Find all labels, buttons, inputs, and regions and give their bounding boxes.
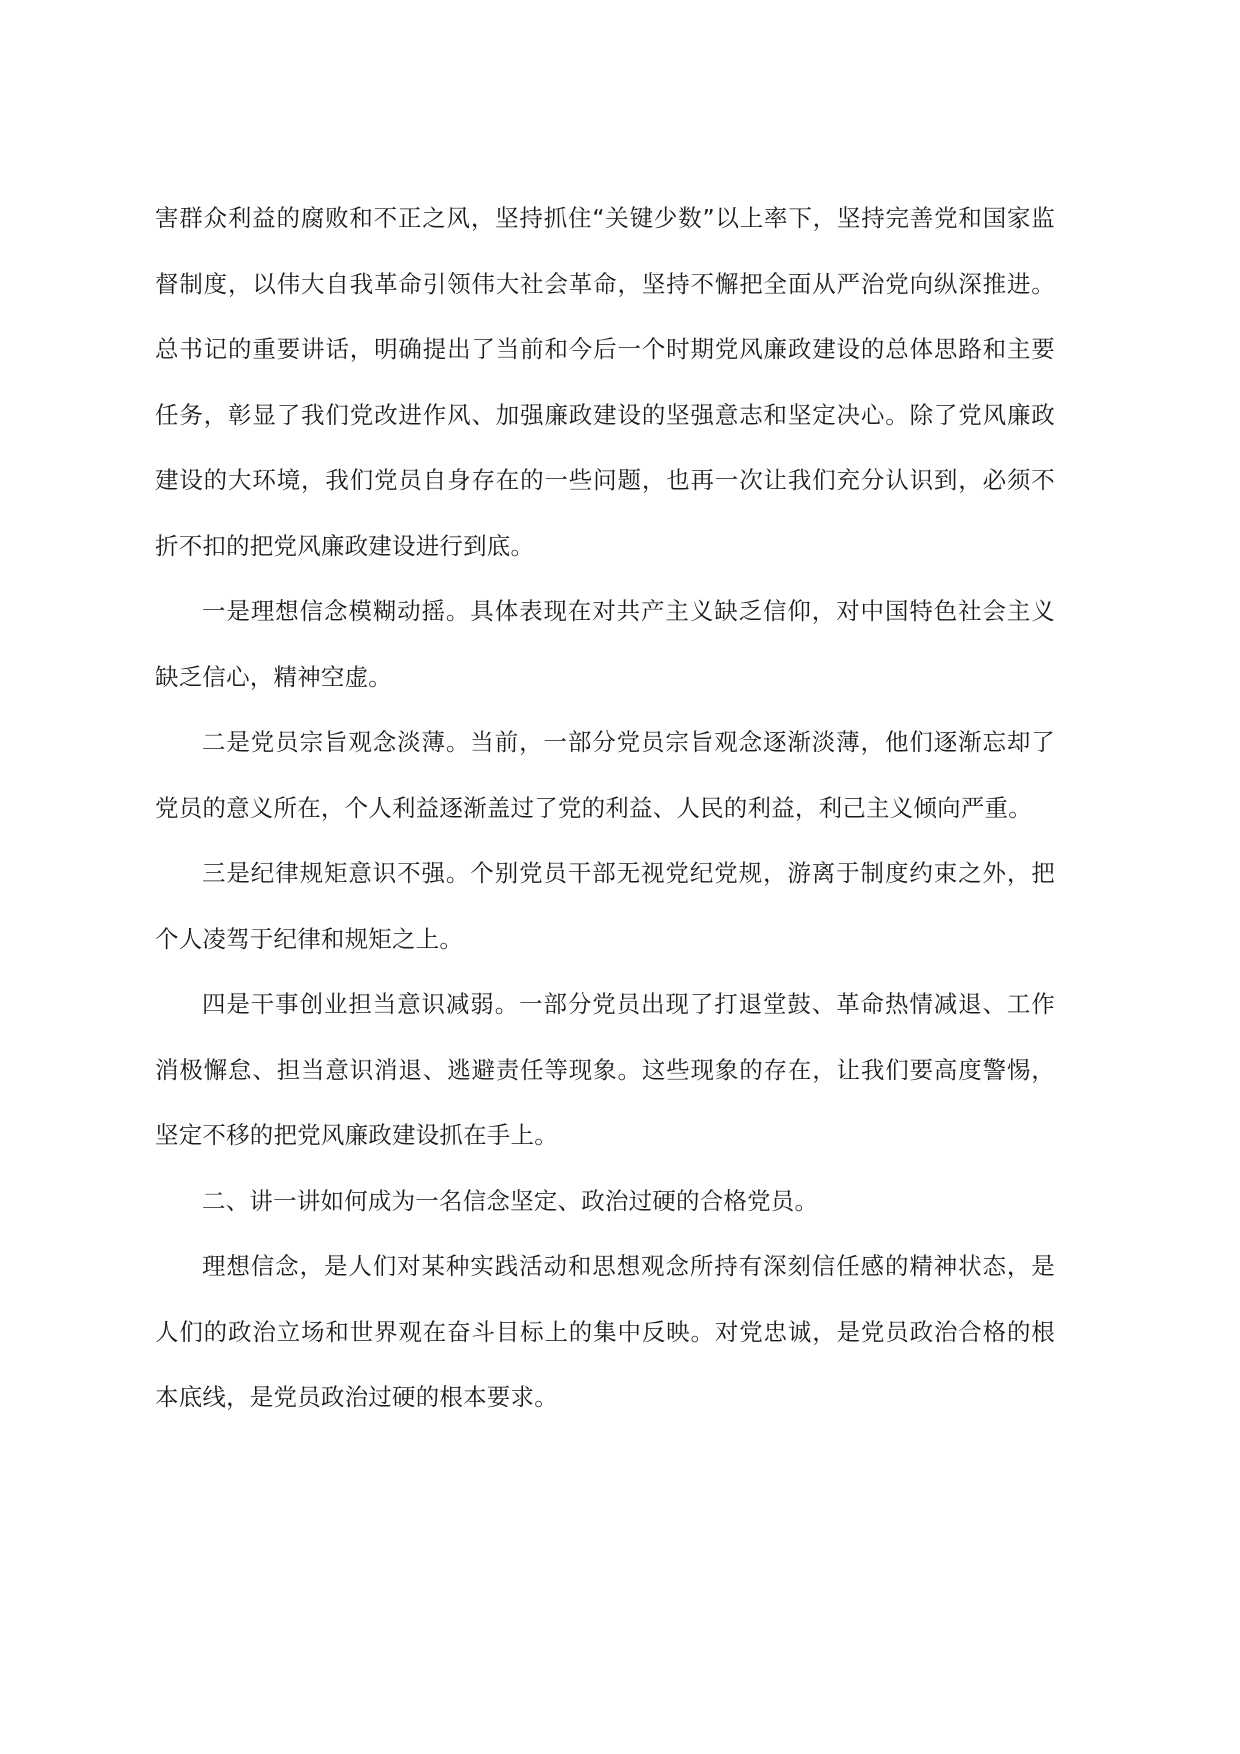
section-heading-qualified-member: 二、讲一讲如何成为一名信念坚定、政治过硬的合格党员。 [202,1186,819,1215]
paragraph-purpose-weak: 二是党员宗旨观念淡薄。当前，一部分党员宗旨观念逐渐淡薄，他们逐渐忘却了党员的意义所在，个人利益逐渐盖过了党的利益、人民的利益，利己主义倾向严重。 [155,728,1055,822]
paragraph-ideals-wavering: 一是理想信念模糊动摇。具体表现在对共产主义缺乏信仰，对中国特色社会主义缺乏信心，精神空虚。 [155,597,1055,691]
paragraph-responsibility-weak: 四是干事创业担当意识减弱。一部分党员出现了打退堂鼓、革命热情减退、工作消极懈怠、担当意识消退、逃避责任等现象。这些现象的存在，让我们要高度警惕，坚定不移的把党风廉政建设抓在手上。 [155,990,1055,1149]
paragraph-ideals-definition: 理想信念，是人们对某种实践活动和思想观念所持有深刻信任感的精神状态，是人们的政治立场和世界观在奋斗目标上的集中反映。对党忠诚，是党员政治合格的根本底线，是党员政治过硬的根本要求。 [155,1252,1055,1411]
document-body [155,186,1055,1431]
paragraph-discipline-weak: 三是纪律规矩意识不强。个别党员干部无视党纪党规，游离于制度约束之外，把个人凌驾于纪律和规矩之上。 [155,859,1055,953]
paragraph-continuation: 害群众利益的腐败和不正之风，坚持抓住“关键少数”以上率下，坚持完善党和国家监督制度，以伟大自我革命引领伟大社会革命，坚持不懈把全面从严治党向纵深推进。总书记的重要讲话，明确提出了当前和今后一个时期党风廉政建设的总体思路和主要任务，彰显了我们党改进作风、加强廉政建设的坚强意志和坚定决心。除了党风廉政建设的大环境，我们党员自身存在的一些问题，也再一次让我们充分认识到，必须不折不扣的把党风廉政建设进行到底。 [155,204,1055,560]
